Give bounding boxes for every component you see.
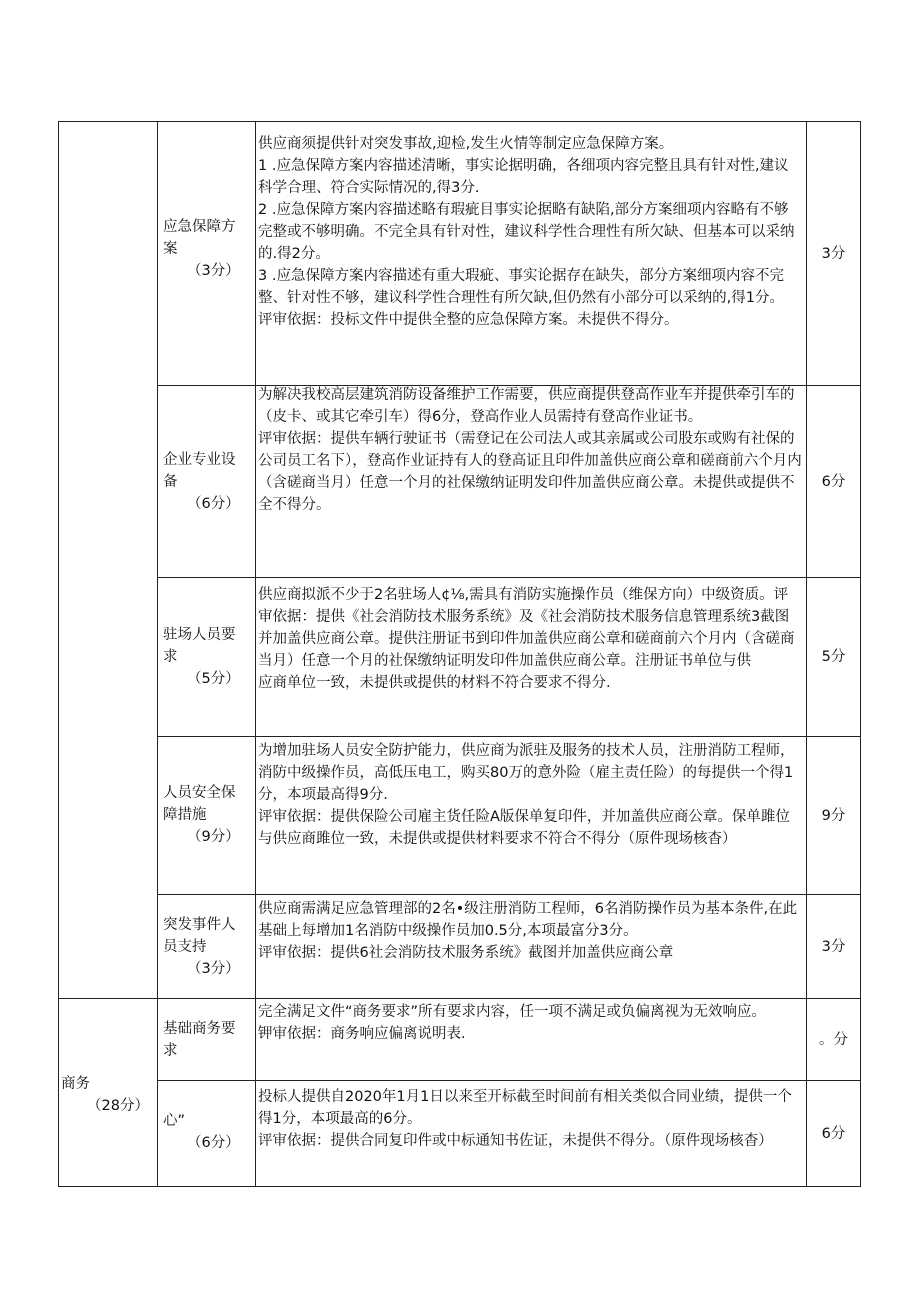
criteria-paragraph: 供应商需满足应急管理部的2名•级注册消防工程师，6名消防操作员为基本条件,在此基础上每增加1名消防中级操作员加0.5分,本项最富分3分。	[258, 901, 798, 939]
category-label: 人员安全保障措施	[163, 785, 236, 823]
category-cell	[157, 449, 255, 515]
category-points: （6分）	[187, 1135, 240, 1151]
score-value: 3分	[821, 245, 846, 262]
score-value: 9分	[821, 807, 846, 824]
score-cell	[807, 1081, 860, 1186]
criteria-cell	[256, 1086, 806, 1152]
criteria-cell	[256, 740, 806, 850]
criteria-paragraph: 3 .应急保障方案内容描述有重大瑕疵、事实论据存在缺失，部分方案细项内容不完整、针对性不够，建议科学性合理性有所欠缺,但仍然有小部分可以采纳的,得1分。	[258, 268, 784, 306]
row-divider	[157, 736, 861, 737]
category-cell	[157, 782, 255, 848]
criteria-paragraph: 1 .应急保障方案内容描述清晰，事实论据明确，各细项内容完整且具有针对性,建议科学合理、符合实际情况的,得3分.	[258, 158, 789, 196]
category-cell	[157, 1110, 255, 1154]
criteria-paragraph: 2 .应急保障方案内容描述略有瑕疵目事实论据略有缺陷,部分方案细项内容略有不够完整或不够明确。不完全具有针对性，建议科学性合理性有所欠缺、但基本可以采纳的.得2分。	[258, 202, 795, 262]
category-points: （6分）	[187, 496, 240, 512]
table-border-bottom	[58, 1186, 861, 1187]
criteria-paragraph: 投标人提供自2020年1月1日以来至开标截至时间前有相关类似合同业绩，提供一个得1分，本项最高的6分。	[258, 1089, 792, 1127]
category-cell	[157, 216, 255, 282]
table-border-left	[58, 121, 59, 1187]
category-label: 应急保障方案	[163, 219, 236, 257]
criteria-paragraph: 评审依据：投标文件中提供全整的应急保障方案。未提供不得分。	[258, 312, 679, 328]
section-divider	[58, 998, 861, 999]
category-points: （9分）	[187, 829, 240, 845]
category-cell	[157, 1018, 255, 1062]
business-label: 商务	[61, 1076, 90, 1092]
criteria-paragraph: 应商单位一致，未提供或提供的材料不符合要求不得分.	[258, 675, 611, 691]
criteria-paragraph: 完全满足文件“商务要求”所有要求内容，任一项不满足或负偏离视为无效响应。	[258, 1004, 767, 1020]
row-divider	[157, 894, 861, 895]
score-cell	[807, 737, 860, 894]
score-cell	[807, 122, 860, 385]
score-value: 6分	[821, 1125, 846, 1142]
criteria-cell	[256, 133, 806, 331]
category-label: 基础商务要求	[163, 1021, 236, 1059]
category-label: 驻场人员要求	[163, 627, 236, 665]
score-value: 6分	[821, 473, 846, 490]
criteria-paragraph: 评审依据：提供保险公司雇主货任险A版保单复印件，并加盖供应商公章。保单雎位与供应商雎位一致，未提供或提供材料要求不符合不得分（原件现场核杳）	[258, 809, 790, 847]
row-divider	[157, 577, 861, 578]
business-points: （28分）	[87, 1098, 149, 1114]
score-value: 3分	[821, 938, 846, 955]
table-border-right	[860, 121, 861, 1187]
criteria-paragraph: 为解决我校高层建筑消防设备维护工作需要，供应商提供登高作业车并提供牵引车的（皮卡、或其它牵引车）得6分，登高作业人员需持有登高作业证书。	[258, 387, 795, 425]
score-value: 5分	[821, 649, 846, 665]
category-label: 心”	[163, 1113, 186, 1129]
category-label: 企业专业设备	[163, 452, 236, 490]
criteria-paragraph: 供应商拟派不少于2名驻场人¢⅛,需具有消防实施操作员（维保方向）中级资质。评审依据：提供《社会消防技术服务系统》及《社会消防技术服务信息管理系统3截图并加盖供应商公章。提供注册证书到印件加盖供应商公章和磋商前六个月内（含磋商当月）任意一个月的社保缴纳证明发印件加盖供应商公章。注册证书单位与供	[258, 587, 795, 669]
business-category-cell	[59, 1073, 157, 1117]
score-cell	[807, 895, 860, 998]
category-label: 突发事件人员支持	[163, 917, 236, 955]
category-points: （3分）	[187, 961, 240, 977]
category-points: （3分）	[187, 263, 240, 279]
criteria-cell	[256, 1001, 806, 1045]
criteria-cell	[256, 898, 806, 964]
criteria-cell	[256, 384, 806, 516]
score-cell	[807, 578, 860, 736]
criteria-paragraph: 评审依据：提供合同复印件或中标通知书佐证，未提供不得分。（原件现场核杳）	[258, 1133, 773, 1149]
score-cell	[807, 999, 860, 1080]
criteria-paragraph: 钾审依据：商务响应偏离说明表.	[258, 1026, 466, 1042]
row-divider	[157, 1080, 861, 1081]
category-cell	[157, 624, 255, 690]
category-cell	[157, 914, 255, 980]
criteria-paragraph: 为增加驻场人员安全防护能力，供应商为派驻及服务的技术人员，注册消防工程师，消防中级操作员，高低压电工，购买80万的意外险（雇主责任险）的每提供一个得1分，本项最高得9分.	[258, 743, 795, 803]
criteria-paragraph: 评审依据：提供车辆行驶证书（需登记在公司法人或其亲属或公司股东或购有社保的公司员工名下），登高作业证持有人的登高证且印件加盖供应商公章和磋商前六个月内（含磋商当月）任意一个月的社保缴纳证明发印件加盖供应商公章。未提供或提供不全不得分。	[258, 431, 802, 513]
criteria-paragraph: 供应商须提供针对突发事故,迎检,发生火情等制定应急保障方案。	[258, 136, 674, 152]
criteria-cell	[256, 584, 806, 694]
table-border-top	[58, 121, 861, 122]
criteria-paragraph: 评审依据：提供6社会消防技术服务系统》截图并加盖供应商公章	[258, 945, 674, 961]
score-value: 。分	[819, 1031, 848, 1048]
category-points: （5分）	[187, 671, 240, 687]
score-cell	[807, 386, 860, 577]
